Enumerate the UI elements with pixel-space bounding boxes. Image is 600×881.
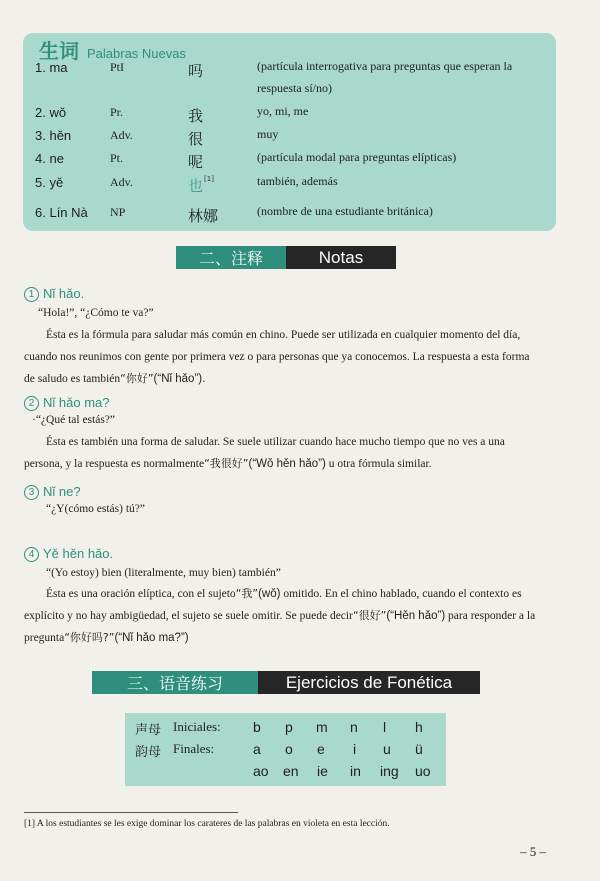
vocab-pinyin-text: hěn [49,128,72,143]
note-paragraph-text: Ésta es una oración elíptica, con el sujeto [46,588,236,600]
note-pinyin: (“Nǐ hǎo ma?”) [114,632,189,644]
vocab-pinyin-text: wǒ [49,105,67,120]
section-header-notes [176,246,396,269]
vocab-hanzi [188,175,214,196]
finals-label-es: Finales: [173,741,215,756]
final-item: en [283,763,299,779]
final-item: in [350,763,361,779]
footnote: [1] A los estudiantes se les exige dominar los carateres de las palabras en violeta en esta lección. [24,819,390,829]
note-heading [24,546,113,562]
note-pinyin: (“Nǐ hǎo”). [153,373,206,385]
vocab-num: 6. [35,205,46,220]
vocab-hanzi: 吗 [188,62,204,80]
vocab-pos: Adv. [110,175,133,189]
section-header-phonetics-zh: 三、语音练习 [92,671,258,694]
note-number-circle: 3 [24,485,39,500]
vocab-num: 5. [35,175,46,190]
vocab-pinyin-text: yě [49,175,64,190]
final-item: a [253,741,261,757]
vocab-num: 3. [35,128,46,143]
vocab-num: 1. [35,60,46,75]
note-example [24,498,536,520]
phonetics-table [125,713,446,786]
vocabulary-box [23,33,556,231]
vocab-pos: Pr. [110,105,124,119]
vocab-pinyin-text: Lín Nà [49,205,88,220]
vocab-pinyin-text: ma [49,60,68,75]
section-header-phonetics-es: Ejercicios de Fonética [258,671,480,694]
note-title: Nǐ hǎo ma? [43,395,110,410]
vocabulary-title-zh: 生词 [39,39,79,63]
vocab-num: 4. [35,151,46,166]
note-example [24,302,536,324]
note-title: Nǐ ne? [43,484,81,499]
vocab-pinyin [35,60,68,75]
note-pinyin: (wǒ) [258,588,281,600]
note-chinese: “很好” [352,609,387,622]
note-paragraph [24,431,536,475]
vocab-pinyin-text: ne [49,151,64,166]
vocab-meaning: (nombre de una estudiante británica) [257,204,433,218]
note-paragraph-text: omitido. En el chino hablado, cuando el contexto es explícito y no hay ambigüedad, el sujeto se suele omitir. Se puede decir [24,588,522,622]
note-heading [24,286,84,302]
initial-item: h [415,719,423,735]
note-title: Yě hěn hǎo. [43,546,114,561]
note-title: Nǐ hǎo. [43,286,85,301]
vocab-hanzi: 我 [188,107,204,125]
section-header-notes-es: Notas [286,246,396,269]
note-chinese: “我” [235,587,259,600]
vocab-meaning: yo, mi, me [257,104,309,118]
note-pinyin: (“Hěn hǎo”) [386,610,446,622]
page-number: – 5 – [520,844,546,859]
note-paragraph [24,583,536,649]
vocab-pinyin [35,175,63,190]
note-paragraph-text: u otra fórmula similar. [325,458,432,470]
vocab-pinyin [35,128,71,143]
note-number-circle: 1 [24,287,39,302]
vocab-pos: Pt. [110,151,124,165]
vocab-pos: NP [110,205,126,219]
vocab-pinyin [35,205,88,220]
vocab-hanzi-text: 也 [188,177,204,195]
note-example-text: “¿Y(cómo estás) tú?” [46,503,145,515]
note-paragraph-text: para responder a la pregunta [24,610,536,644]
note-paragraph-text: Ésta es la fórmula para saludar más común en chino. Puede ser utilizada en cualquier momento del día, cuando nos reunimos con gente por primera vez o para personas que ya conocemos. La respuesta a esta forma de saludo es también [24,329,530,385]
initial-item: p [285,719,293,735]
final-item: uo [415,763,431,779]
section-header-notes-zh: 二、注释 [176,246,286,269]
final-item: o [285,741,293,757]
initial-item: n [350,719,358,735]
note-pinyin: (“Wǒ hěn hǎo”) [248,458,326,470]
vocab-meaning: (partícula modal para preguntas elípticas) [257,150,457,164]
vocabulary-title-es: Palabras Nuevas [87,46,186,61]
vocab-meaning: (partícula interrogativa para preguntas que esperan la respuesta sí/no) [257,59,513,95]
vocab-meaning: muy [257,127,279,141]
vocab-hanzi: 林娜 [188,207,219,225]
vocab-hanzi: 呢 [188,153,204,171]
footnote-divider [24,812,238,813]
note-chinese: “我很好” [204,457,249,470]
finals-label-zh: 韵母 [135,745,162,760]
final-item: ing [380,763,399,779]
initials-label-zh: 声母 [135,723,162,738]
section-header-phonetics [92,671,480,694]
note-example [24,409,536,431]
final-item: ü [415,741,423,757]
note-chinese: “你好吗?” [64,631,115,644]
vocab-num: 2. [35,105,46,120]
initial-item: m [316,719,328,735]
initials-label-es: Iniciales: [173,719,221,734]
note-example-text: “Hola!”, “¿Cómo te va?” [38,307,154,319]
note-chinese: “你好” [120,372,154,385]
note-paragraph-text: Ésta es también una forma de saludar. Se suele utilizar cuando hace mucho tiempo que no ves a una persona, y la respuesta es normalmente [24,436,505,470]
final-item: i [353,741,357,757]
note-number-circle: 4 [24,547,39,562]
note-example [24,562,536,584]
footnote-mark: [1] [204,175,214,183]
final-item: ao [253,763,269,779]
vocab-hanzi: 很 [188,130,204,148]
vocab-pinyin [35,105,66,120]
vocab-pos: Adv. [110,128,133,142]
note-example-text: “(Yo estoy) bien (literalmente, muy bien) también” [46,567,281,579]
initial-item: b [253,719,261,735]
initial-item: l [383,719,387,735]
note-paragraph [24,324,536,390]
final-item: ie [317,763,328,779]
final-item: e [317,741,325,757]
vocab-pinyin [35,151,64,166]
final-item: u [383,741,391,757]
vocab-pos: PtI [110,60,125,74]
note-example-text: ·“¿Qué tal estás?” [32,414,116,426]
note-number-circle: 2 [24,396,39,411]
vocab-meaning: también, además [257,174,338,188]
